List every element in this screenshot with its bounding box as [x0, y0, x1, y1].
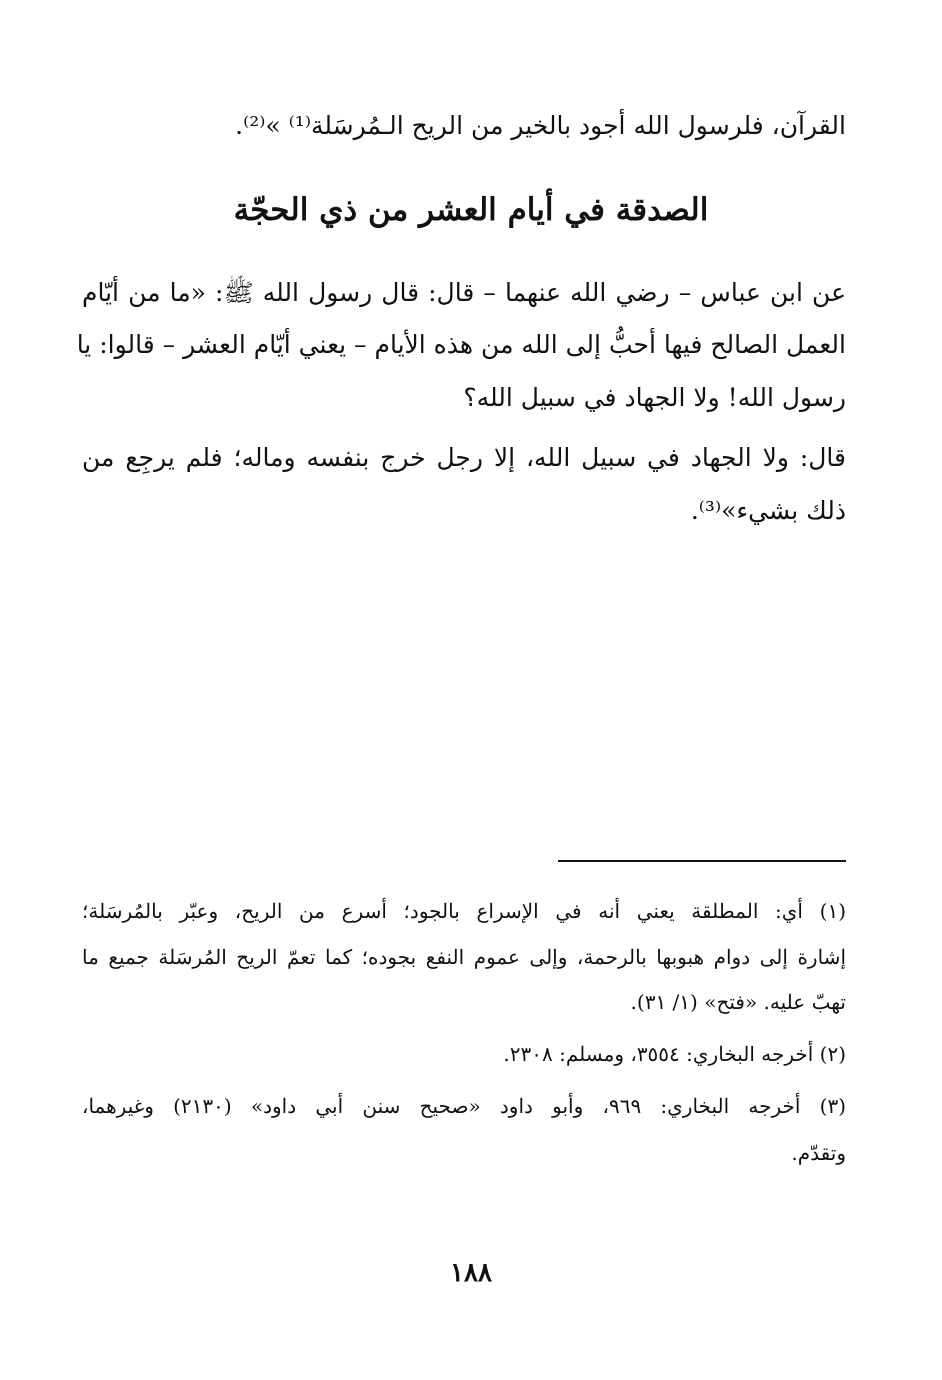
body-line-5: قال: ولا الجهاد في سبيل الله، إلا رجل خرج بنفسه وماله؛ فلم يرجِع من [82, 443, 846, 472]
footnote-1-line-3: تهبّ عليه. «فتح» (١/ ٣١). [630, 990, 846, 1014]
footnote-3-line-1: (٣) أخرجه البخاري: ٩٦٩، وأبو داود «صحيح سنن أبي داود» (٢١٣٠) وغيرهما، [82, 1094, 846, 1118]
footnote-2: (٢) أخرجه البخاري: ٣٥٥٤، ومسلم: ٢٣٠٨. [503, 1042, 846, 1066]
footnote-separator [558, 860, 846, 862]
body-line-6: ذلك بشيء»⁽³⁾. [690, 496, 846, 525]
footnote-1-line-1: (١) أي: المطلقة يعني أنه في الإسراع بالجود؛ أسرع من الريح، وعبّر بالمُرسَلة؛ [82, 899, 846, 923]
body-line-3: العمل الصالح فيها أحبُّ إلى الله من هذه الأيام – يعني أيّام العشر – قالوا: يا [76, 330, 846, 359]
footnote-3-line-2: وتقدّم. [791, 1141, 846, 1165]
body-line-1: القرآن، فلرسول الله أجود بالخير من الريح الـمُرسَلة⁽¹⁾ »⁽²⁾. [235, 111, 846, 140]
footnote-1-line-2: إشارة إلى دوام هبوبها بالرحمة، وإلى عموم النفع بجوده؛ كما تعمّ الريح المُرسَلة جميع ما [82, 945, 846, 969]
page-number: ١٨٨ [450, 1258, 492, 1288]
body-line-2: عن ابن عباس – رضي الله عنهما – قال: قال رسول الله ﷺ: «ما من أيّام [82, 278, 846, 307]
section-heading: الصدقة في أيام العشر من ذي الحجّة [233, 192, 709, 228]
body-line-4: رسول الله! ولا الجهاد في سبيل الله؟ [463, 383, 846, 412]
